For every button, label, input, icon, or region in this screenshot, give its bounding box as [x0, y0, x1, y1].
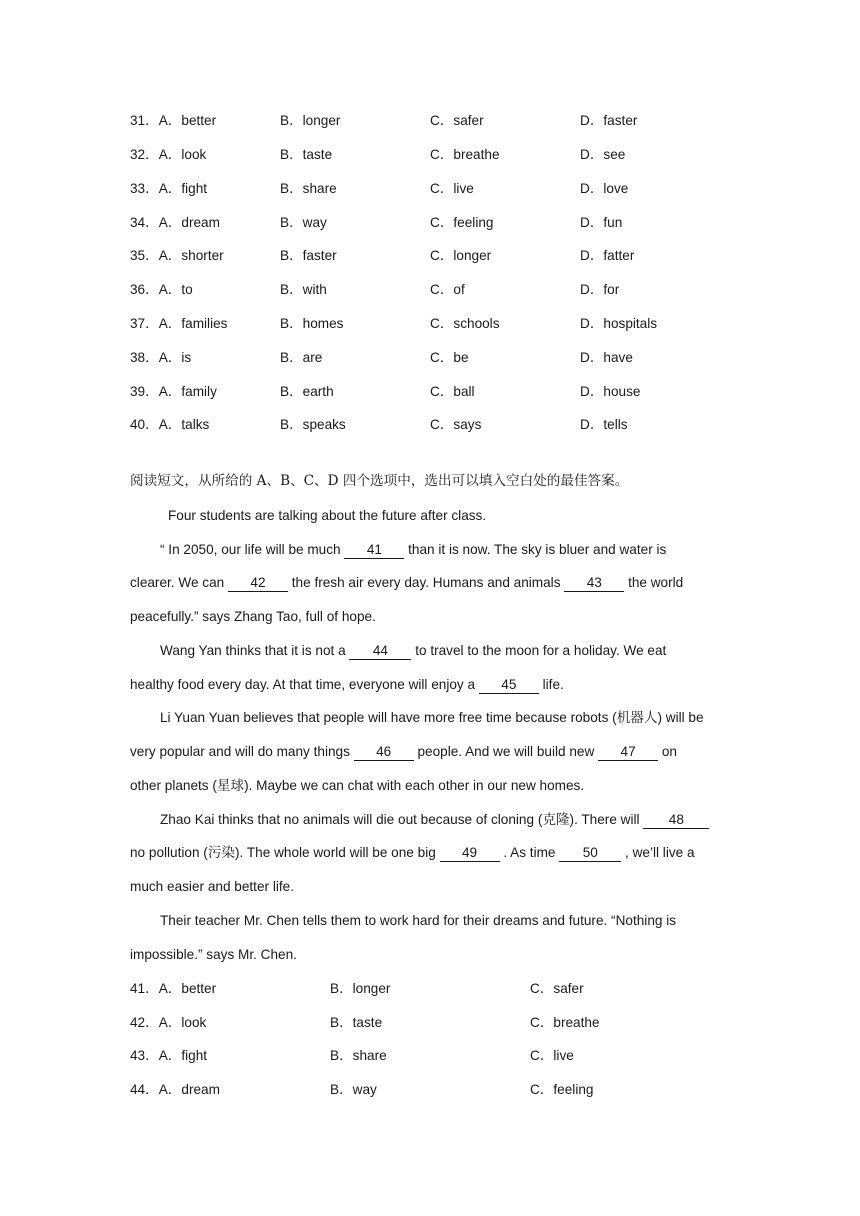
passage-text: the fresh air every day. Humans and animals	[291, 575, 561, 590]
option-c: C．longer	[430, 248, 492, 263]
question-number: 33．	[130, 181, 159, 196]
option-b: B．longer	[280, 113, 341, 128]
option-a: A．families	[158, 316, 228, 331]
passage-text: than it is now. The sky is bluer and water is	[408, 542, 667, 557]
question-number-and-option-a	[130, 111, 216, 131]
question-36	[130, 280, 750, 300]
option-a: A．better	[158, 113, 217, 128]
question-number: 42．	[130, 1015, 159, 1030]
passage-line	[160, 810, 760, 830]
question-33	[130, 179, 750, 199]
chinese-gloss: 污染	[207, 845, 236, 861]
question-40	[130, 415, 750, 435]
passage-line	[160, 708, 760, 728]
passage-text: ) will be	[657, 710, 704, 725]
question-37	[130, 314, 750, 334]
passage-text: very popular and will do many things	[130, 744, 350, 759]
option-b: B．faster	[280, 248, 337, 263]
option-d: D．fatter	[580, 248, 635, 263]
option-c: C．live	[530, 1048, 574, 1063]
passage-text: Li Yuan Yuan believes that people will have more free time because robots (	[160, 710, 617, 725]
passage-line: impossible.” says Mr. Chen.	[130, 947, 297, 962]
passage-line	[160, 540, 760, 560]
option-c: C．feeling	[530, 1082, 594, 1097]
option-b: B．speaks	[280, 417, 346, 432]
question-43	[130, 1046, 750, 1066]
question-number: 40．	[130, 417, 159, 432]
option-d: D．faster	[580, 113, 638, 128]
option-c: C．breathe	[430, 147, 500, 162]
question-number-and-option-a	[130, 213, 220, 233]
passage-text: healthy food every day. At that time, everyone will enjoy a	[130, 677, 476, 692]
passage-text: Wang Yan thinks that it is not a	[160, 643, 346, 658]
option-d: D．see	[580, 147, 626, 162]
question-number: 38．	[130, 350, 159, 365]
option-a: A．talks	[158, 417, 210, 432]
passage-line	[160, 641, 760, 661]
option-c: C．of	[430, 282, 465, 297]
option-d: D．fun	[580, 215, 623, 230]
option-b: B．homes	[280, 316, 344, 331]
passage-text: on	[661, 744, 677, 759]
option-b: B．way	[330, 1082, 377, 1097]
question-number: 39．	[130, 384, 159, 399]
passage-text: “ In 2050, our life will be much	[160, 542, 341, 557]
chinese-gloss: 克隆	[542, 812, 570, 828]
option-b: B．share	[330, 1048, 387, 1063]
passage-text: Zhao Kai thinks that no animals will die out because of cloning (	[160, 812, 543, 827]
question-number: 32．	[130, 147, 159, 162]
question-number-and-option-a	[130, 1013, 206, 1033]
question-number-and-option-a	[130, 1046, 207, 1066]
question-number: 43．	[130, 1048, 159, 1063]
question-number-and-option-a	[130, 179, 207, 199]
passage-line	[130, 843, 730, 863]
question-32	[130, 145, 750, 165]
option-d: D．house	[580, 384, 641, 399]
question-number-and-option-a	[130, 415, 209, 435]
option-c: C．be	[430, 350, 469, 365]
option-b: B．way	[280, 215, 327, 230]
passage-text: , we’ll live a	[625, 845, 695, 860]
question-number: 41．	[130, 981, 159, 996]
question-number-and-option-a	[130, 382, 217, 402]
option-d: D．hospitals	[580, 316, 658, 331]
blank-50: 50	[559, 845, 621, 862]
passage-line	[130, 573, 730, 593]
passage-text: people. And we will build new	[417, 744, 595, 759]
option-c: C．safer	[530, 981, 584, 996]
option-a: A．better	[158, 981, 217, 996]
question-number-and-option-a	[130, 145, 206, 165]
option-c: C．schools	[430, 316, 500, 331]
question-number-and-option-a	[130, 348, 191, 368]
question-35	[130, 246, 750, 266]
question-34	[130, 213, 750, 233]
question-number-and-option-a	[130, 1080, 220, 1100]
chinese-gloss: 星球	[216, 778, 245, 794]
question-number: 31．	[130, 113, 159, 128]
question-39	[130, 382, 750, 402]
passage-text: ). Maybe we can chat with each other in our new homes.	[244, 778, 585, 793]
question-number-and-option-a	[130, 280, 193, 300]
question-number: 36．	[130, 282, 159, 297]
option-d: D．for	[580, 282, 620, 297]
option-a: A．to	[158, 282, 193, 297]
blank-47: 47	[598, 744, 658, 761]
question-number-and-option-a	[130, 979, 216, 999]
option-c: C．ball	[430, 384, 475, 399]
option-b: B．with	[280, 282, 327, 297]
option-a: A．dream	[158, 215, 220, 230]
option-d: D．have	[580, 350, 633, 365]
blank-42: 42	[228, 575, 288, 592]
option-c: C．feeling	[430, 215, 494, 230]
option-a: A．look	[158, 147, 207, 162]
option-a: A．fight	[158, 181, 208, 196]
option-c: C．breathe	[530, 1015, 600, 1030]
passage-text: . As time	[503, 845, 556, 860]
blank-43: 43	[564, 575, 624, 592]
question-number: 37．	[130, 316, 159, 331]
option-c: C．says	[430, 417, 482, 432]
option-b: B．taste	[330, 1015, 383, 1030]
passage-text: other planets (	[130, 778, 217, 793]
question-number: 44．	[130, 1082, 159, 1097]
question-42	[130, 1013, 750, 1033]
option-a: A．look	[158, 1015, 207, 1030]
question-38	[130, 348, 750, 368]
option-a: A．shorter	[158, 248, 224, 263]
passage-line: peacefully.” says Zhang Tao, full of hope.	[130, 609, 376, 624]
passage-text: life.	[542, 677, 564, 692]
passage-line	[130, 742, 730, 762]
section-instruction: 阅读短文，从所给的 A、B、C、D 四个选项中，选出可以填入空白处的最佳答案。	[130, 473, 629, 489]
passage-text: ). There will	[569, 812, 640, 827]
passage-intro: Four students are talking about the future after class.	[168, 508, 487, 523]
option-a: A．family	[158, 384, 217, 399]
option-c: C．safer	[430, 113, 484, 128]
question-41	[130, 979, 750, 999]
passage-text: to travel to the moon for a holiday. We eat	[415, 643, 667, 658]
passage-text: clearer. We can	[130, 575, 225, 590]
blank-44: 44	[349, 643, 411, 660]
option-b: B．longer	[330, 981, 391, 996]
option-b: B．earth	[280, 384, 334, 399]
option-d: D．love	[580, 181, 629, 196]
option-a: A．is	[158, 350, 192, 365]
option-d: D．tells	[580, 417, 628, 432]
question-number: 35．	[130, 248, 159, 263]
passage-text: the world	[628, 575, 684, 590]
question-31	[130, 111, 750, 131]
option-a: A．dream	[158, 1082, 220, 1097]
option-b: B．are	[280, 350, 323, 365]
question-44	[130, 1080, 750, 1100]
passage-line: much easier and better life.	[130, 879, 294, 894]
passage-text: ). The whole world will be one big	[235, 845, 436, 860]
blank-45: 45	[479, 677, 539, 694]
option-a: A．fight	[158, 1048, 208, 1063]
passage-line: Their teacher Mr. Chen tells them to work hard for their dreams and future. “Nothing is	[160, 913, 677, 928]
question-number-and-option-a	[130, 246, 224, 266]
blank-41: 41	[344, 542, 404, 559]
question-number-and-option-a	[130, 314, 227, 334]
passage-line	[130, 675, 730, 695]
passage-text: no pollution (	[130, 845, 208, 860]
blank-46: 46	[354, 744, 414, 761]
option-b: B．share	[280, 181, 337, 196]
blank-48: 48	[643, 812, 709, 829]
option-b: B．taste	[280, 147, 333, 162]
chinese-gloss: 机器人	[616, 710, 658, 726]
question-number: 34．	[130, 215, 159, 230]
passage-line	[130, 776, 730, 796]
option-c: C．live	[430, 181, 474, 196]
blank-49: 49	[440, 845, 500, 862]
